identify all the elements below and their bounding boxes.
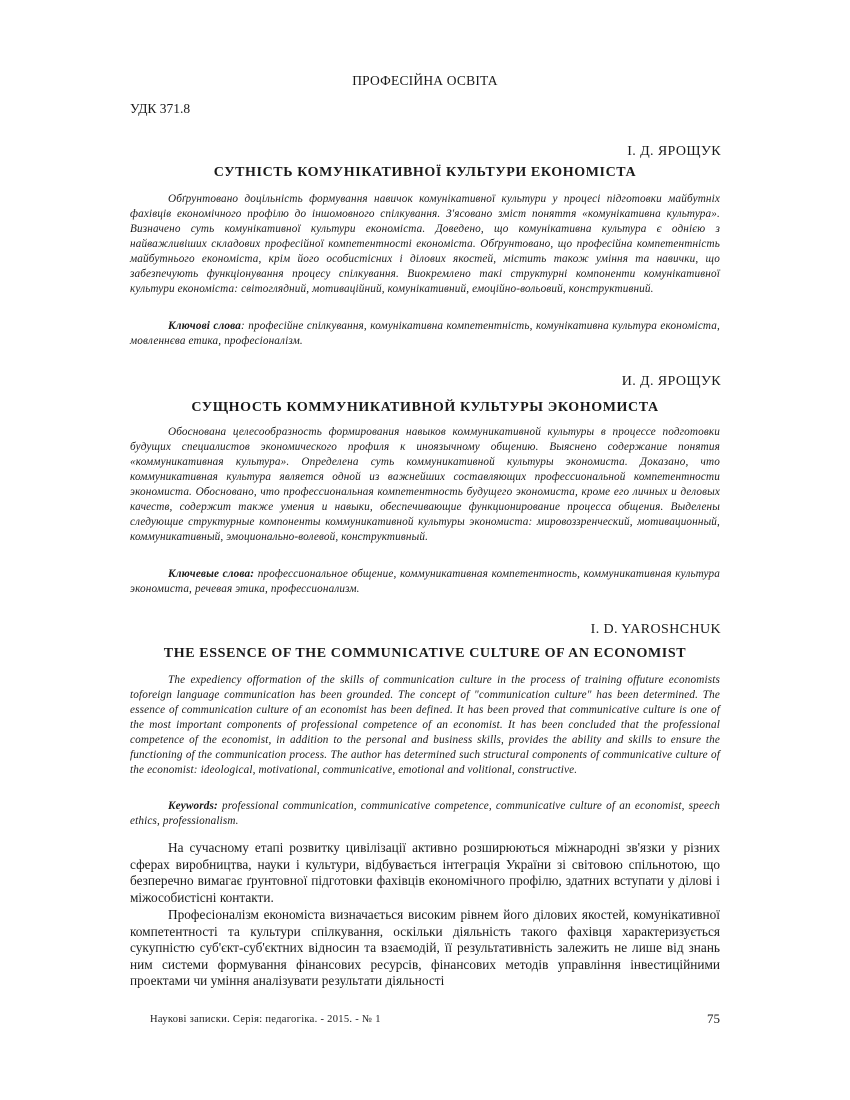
body-paragraph-1: На сучасному етапі розвитку цивілізації активно розширюються міжнародні зв'язки у різних сферах виробництва, науки і культури, відбувається інтеграція України зі світовою спільнотою, що безперечно вимагає ґрунтовної підготовки фахівців економічного профілю, здатних вступати у ділові і міжособистісні контакти.: [130, 840, 720, 905]
keywords-text-ru: профессиональное общение, коммуникативная компетентность, коммуникативная культура экономиста, речевая этика, профессионализм.: [130, 568, 720, 595]
title-ru: СУЩНОСТЬ КОММУНИКАТИВНОЙ КУЛЬТУРЫ ЭКОНОМИСТА: [191, 400, 659, 415]
footer-journal-reference: Наукові записки. Серія: педагогіка. - 2015. - № 1: [150, 1014, 381, 1025]
keywords-label-ru: Ключевые слова:: [168, 568, 255, 580]
keywords-label-ua: Ключові слова: [168, 320, 241, 332]
abstract-en: The expediency offormation of the skills of communication culture in the process of training offuture economists toforeign language communication has been grounded. The concept of "communication culture" has been determined. The essence of communication culture of an economist has been defined. It has been proved that communicative culture is one of the most important components of professional competence of an economist. It has been concluded that the professional competence of the economist, in addition to the personal and business skills, provides the ability and skills to ensure the functioning of the communication process. The author has determined such structural components of communicative culture of the economist: ideological, motivational, communicative, emotional and volitional, constructive.: [130, 674, 720, 776]
author-ru: И. Д. ЯРОЩУК: [621, 374, 721, 389]
section-heading: ПРОФЕСІЙНА ОСВІТА: [352, 73, 498, 88]
author-en: I. D. YAROSHCHUK: [590, 622, 721, 637]
abstract-ru: Обоснована целесообразность формирования навыков коммуникативной культуры в процессе подготовки будущих специалистов экономического профиля к иноязычному общению. Выяснено содержание понятия «коммуникативная культура». Определена суть коммуникативной культуры экономиста. Доказано, что коммуникативная культура является одной из важнейших составляющих профессиональной компетентности экономиста. Обосновано, что профессиональная компетентность будущего экономиста, кроме его личных и деловых качеств, содержит также умения и навыки, обеспечивающие функционирование процесса общения. Выделены следующие структурные компоненты коммуникативной культуры экономиста: мировоззренческий, мотивационный, коммуникативный, эмоционально-волевой, конструктивный.: [130, 426, 720, 543]
title-ua: СУТНІСТЬ КОМУНІКАТИВНОЇ КУЛЬТУРИ ЕКОНОМІСТА: [213, 165, 637, 180]
page-number: 75: [707, 1011, 720, 1026]
keywords-text-en: professional communication, communicative competence, communicative culture of an economist, speech ethics, professionalism.: [130, 800, 720, 827]
author-ua: І. Д. ЯРОЩУК: [627, 144, 721, 159]
keywords-text-ua: : професійне спілкування, комунікативна компетентність, комунікативна культура економіста, мовленнєва етика, професіоналізм.: [130, 320, 720, 347]
body-paragraph-2: Професіоналізм економіста визначається високим рівнем його ділових якостей, комунікативної компетентності та культури спілкування, оскільки діяльність такого фахівця характеризується сукупністю суб'єкт-суб'єктних відносин та взаємодій, її результативність залежить не лише від знань ним системи формування фінансових ресурсів, фінансових методів управління інвестиційними проектами чи уміння аналізувати результати діяльності: [130, 907, 720, 989]
keywords-label-en: Keywords:: [168, 800, 218, 812]
keywords-ru: [130, 567, 720, 597]
abstract-ua: Обґрунтовано доцільність формування навичок комунікативної культури у процесі підготовки майбутніх фахівців економічного профілю до іншомовного спілкування. З'ясовано зміст поняття «комунікативна культура». Визначено суть комунікативної культури економіста. Доведено, що комунікативна культура є однією з найважливіших складових професійної компетентності економіста. Обґрунтовано, що професійна компетентність майбутнього економіста, крім його особистісних і ділових якостей, містить також уміння та навички, що забезпечують функціонування процесу спілкування. Виокремлено такі структурні компоненти комунікативної культури економіста: світоглядний, мотиваційний, комунікативний, емоційно-вольовий, конструктивний.: [130, 193, 720, 295]
keywords-ua: [130, 319, 720, 349]
title-en: THE ESSENCE OF THE COMMUNICATIVE CULTURE OF AN ECONOMIST: [163, 646, 687, 661]
keywords-en: [130, 799, 720, 829]
udk-code: УДК 371.8: [130, 101, 191, 116]
